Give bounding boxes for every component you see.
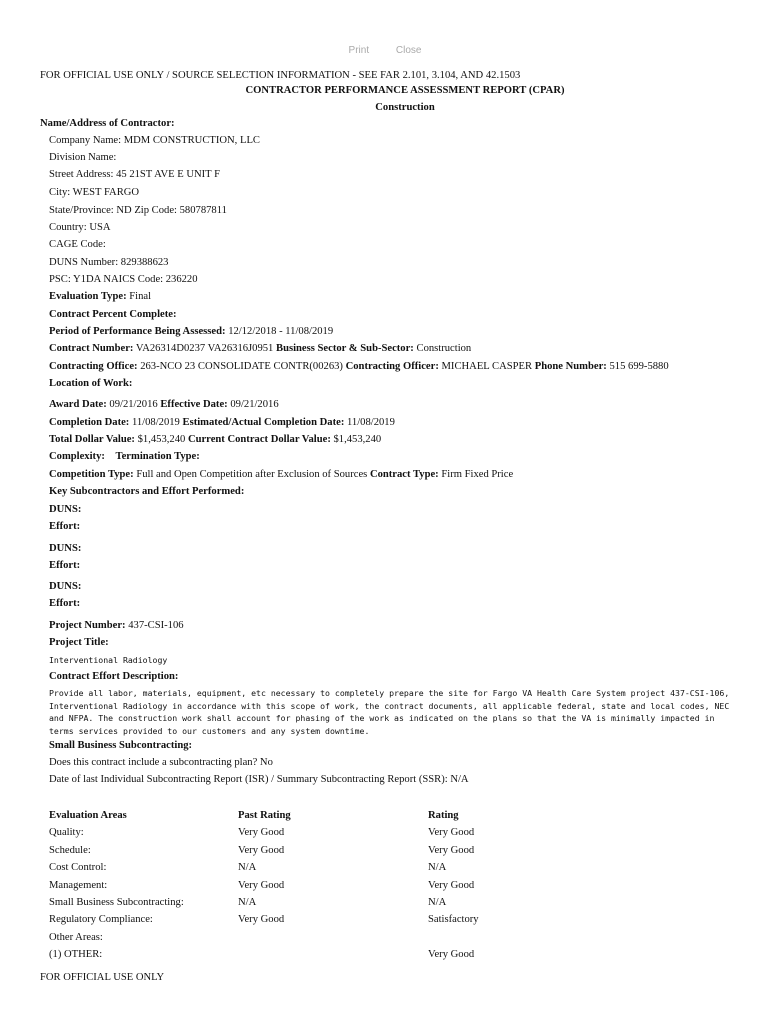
effort-description: Provide all labor, materials, equipment, etc necessary to completely prepare the site for Fargo VA Health Care System project 437-CSI-106, Interventional Radiology in accordance with this scope of work, the contract documents, all applicable federal, state and local codes, NEC and NFPA. The construction work shall account for phasing of the work as indicated on the plans so that the VA is minimally impacted in terms services provided to our customers and any system downtime. bbox=[49, 688, 730, 736]
ratings-header-area: Evaluation Areas bbox=[49, 810, 127, 821]
completion-date: Completion Date: 11/08/2019 Estimated/Actual Completion Date: 11/08/2019 bbox=[49, 417, 395, 428]
rating-past: Very Good bbox=[238, 914, 285, 925]
subcontracting-plan: Does this contract include a subcontracting plan? No bbox=[49, 757, 273, 768]
project-title: Interventional Radiology bbox=[49, 655, 168, 665]
rating-past: Very Good bbox=[238, 880, 285, 891]
rating-area: Quality: bbox=[49, 827, 84, 838]
rating-current: Very Good bbox=[428, 949, 475, 960]
rating-current: Satisfactory bbox=[428, 914, 479, 925]
ratings-header-rating: Rating bbox=[428, 810, 459, 821]
period-of-performance: Period of Performance Being Assessed: 12/12/2018 - 11/08/2019 bbox=[49, 326, 334, 337]
cage-code: CAGE Code: bbox=[49, 239, 106, 250]
sub-duns: DUNS: bbox=[49, 581, 82, 592]
rating-current: Very Good bbox=[428, 845, 475, 856]
street-address: Street Address: 45 21ST AVE E UNIT F bbox=[49, 169, 220, 180]
city: City: WEST FARGO bbox=[49, 187, 140, 198]
sub-effort: Effort: bbox=[49, 521, 81, 532]
competition-type: Competition Type: Full and Open Competition after Exclusion of Sources Contract Type: Firm Fixed Price bbox=[49, 469, 514, 480]
sub-duns: DUNS: bbox=[49, 504, 82, 515]
official-use-notice: FOR OFFICIAL USE ONLY / SOURCE SELECTION INFORMATION - SEE FAR 2.101, 3.104, AND 42.1503 bbox=[40, 70, 521, 81]
footer-notice: FOR OFFICIAL USE ONLY bbox=[40, 972, 165, 983]
ratings-header-past: Past Rating bbox=[238, 810, 291, 821]
print-link[interactable]: Print bbox=[348, 45, 370, 56]
rating-area: Other Areas: bbox=[49, 932, 103, 943]
contract-number: Contract Number: VA26314D0237 VA26316J0951 Business Sector & Sub-Sector: Construction bbox=[49, 343, 472, 354]
rating-past: Very Good bbox=[238, 827, 285, 838]
sub-effort: Effort: bbox=[49, 560, 81, 571]
state-zip: State/Province: ND Zip Code: 580787811 bbox=[49, 205, 227, 216]
location-of-work: Location of Work: bbox=[49, 378, 133, 389]
rating-current: Very Good bbox=[428, 827, 475, 838]
award-date: Award Date: 09/21/2016 Effective Date: 09/21/2016 bbox=[49, 399, 279, 410]
close-link[interactable]: Close bbox=[395, 45, 422, 56]
rating-area: Regulatory Compliance: bbox=[49, 914, 153, 925]
rating-current: N/A bbox=[428, 897, 447, 908]
percent-complete: Contract Percent Complete: bbox=[49, 309, 177, 320]
contractor-heading: Name/Address of Contractor: bbox=[40, 118, 175, 129]
rating-past: N/A bbox=[238, 897, 257, 908]
rating-past: N/A bbox=[238, 862, 257, 873]
report-subtitle: Construction bbox=[375, 102, 435, 113]
rating-area: Cost Control: bbox=[49, 862, 107, 873]
rating-current: N/A bbox=[428, 862, 447, 873]
project-number: Project Number: 437-CSI-106 bbox=[49, 620, 184, 631]
report-title: CONTRACTOR PERFORMANCE ASSESSMENT REPORT (CPAR) bbox=[245, 85, 565, 96]
small-business-heading: Small Business Subcontracting: bbox=[49, 740, 193, 751]
rating-area: (1) OTHER: bbox=[49, 949, 103, 960]
rating-past: Very Good bbox=[238, 845, 285, 856]
sub-duns: DUNS: bbox=[49, 543, 82, 554]
rating-area: Management: bbox=[49, 880, 108, 891]
sub-effort: Effort: bbox=[49, 598, 81, 609]
complexity: Complexity: Termination Type: bbox=[49, 451, 200, 462]
contracting-office: Contracting Office: 263-NCO 23 CONSOLIDATE CONTR(00263) Contracting Officer: MICHAEL CASPER Phone Number: 515 699-5880 bbox=[49, 361, 669, 372]
company-name: Company Name: MDM CONSTRUCTION, LLC bbox=[49, 135, 260, 146]
duns-number: DUNS Number: 829388623 bbox=[49, 257, 169, 268]
country: Country: USA bbox=[49, 222, 111, 233]
rating-area: Small Business Subcontracting: bbox=[49, 897, 184, 908]
psc-naics: PSC: Y1DA NAICS Code: 236220 bbox=[49, 274, 198, 285]
subcontractors-heading: Key Subcontractors and Effort Performed: bbox=[49, 486, 245, 497]
rating-current: Very Good bbox=[428, 880, 475, 891]
dollar-value: Total Dollar Value: $1,453,240 Current Contract Dollar Value: $1,453,240 bbox=[49, 434, 382, 445]
project-title-label: Project Title: bbox=[49, 637, 109, 648]
evaluation-type: Evaluation Type: Final bbox=[49, 291, 152, 302]
rating-area: Schedule: bbox=[49, 845, 91, 856]
subcontracting-report-date: Date of last Individual Subcontracting Report (ISR) / Summary Subcontracting Report (SSR): N/A bbox=[49, 774, 469, 785]
division-name: Division Name: bbox=[49, 152, 117, 163]
toolbar bbox=[0, 45, 770, 56]
effort-description-label: Contract Effort Description: bbox=[49, 671, 179, 682]
